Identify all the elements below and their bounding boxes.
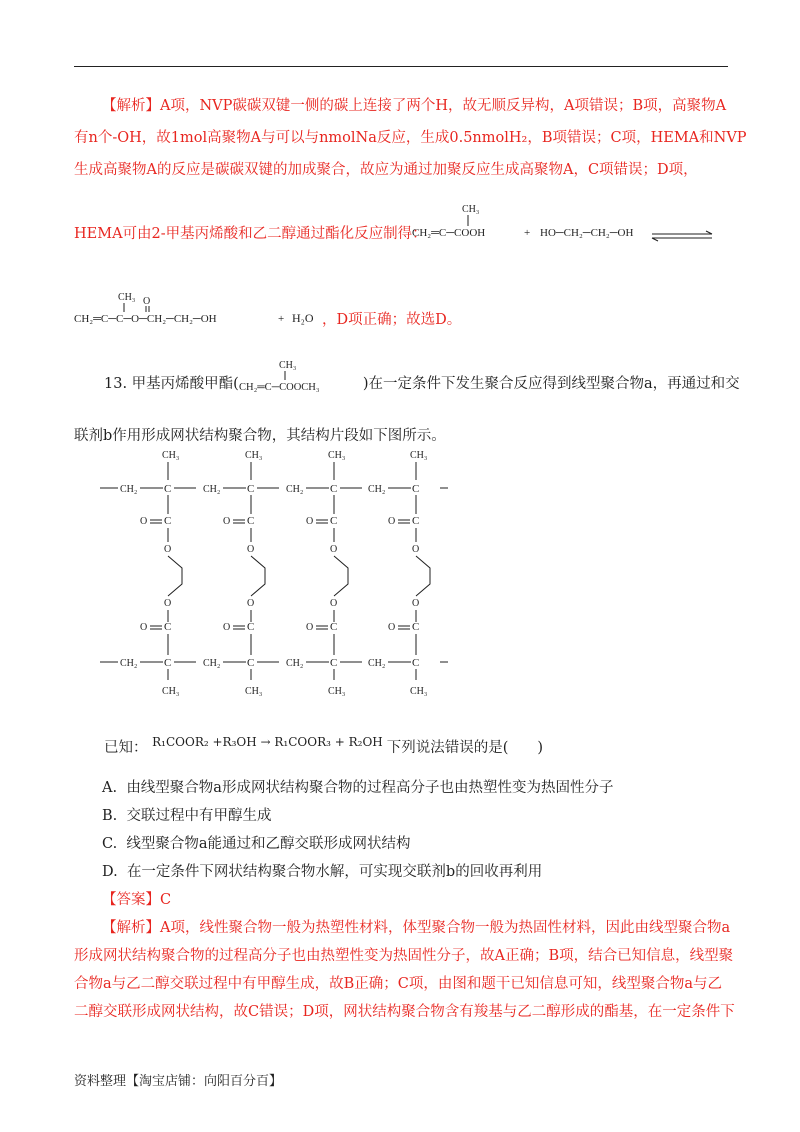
option-d[interactable]: D. 在一定条件下网状结构聚合物水解，可实现交联剂b的回收再利用 bbox=[102, 864, 543, 880]
question-line2: 联剂b作用形成网状结构聚合物，其结构片段如下图所示。 bbox=[74, 428, 446, 444]
ch2-label: CH₂ bbox=[286, 484, 304, 495]
carbon-label: C bbox=[330, 657, 338, 669]
prev-analysis-line4: HEMA可由2-甲基丙烯酸和乙二醇通过酯化反应制得： bbox=[74, 226, 427, 242]
oxygen-label: O bbox=[140, 622, 148, 633]
methyl-label: CH₃ bbox=[245, 450, 263, 461]
product-svg bbox=[74, 288, 324, 332]
analysis-line1: 【解析】A项，线性聚合物一般为热塑性材料，体型聚合物一般为热固性材料，因此由线型聚合物a bbox=[102, 920, 731, 936]
oxygen-label: O bbox=[247, 598, 255, 609]
svg-text:CH₃: CH₃ bbox=[278, 360, 297, 371]
carbon-label: C bbox=[247, 621, 255, 633]
prev-analysis-line2: 有n个-OH，故1mol高聚物A与可以与nmolNa反应，生成0.5nmolH₂，B项错误；C项，HEMA和NVP bbox=[74, 130, 747, 146]
ch2-label: CH₂ bbox=[120, 484, 138, 495]
ethylene-bridge bbox=[334, 556, 348, 596]
option-c[interactable]: C. 线型聚合物a能通过和乙醇交联形成网状结构 bbox=[102, 836, 411, 852]
inline-formula bbox=[238, 360, 363, 394]
plus-sign: + bbox=[524, 227, 531, 239]
methyl-label: CH₃ bbox=[162, 450, 180, 461]
reaction-equation-reactants bbox=[412, 200, 722, 252]
oxygen-label: O bbox=[143, 296, 151, 307]
ch2-label: CH₂ bbox=[203, 484, 221, 495]
carbon-label: C bbox=[330, 621, 338, 633]
header-rule bbox=[74, 66, 728, 67]
hema-formula: CH₂═C─C─O─CH₂─CH₂─OH bbox=[74, 313, 217, 325]
oxygen-label: O bbox=[388, 622, 396, 633]
methyl-label: CH₃ bbox=[462, 204, 480, 215]
prev-analysis-line5: ，D项正确；故选D。 bbox=[322, 312, 462, 328]
ch2-label: CH₂ bbox=[368, 658, 386, 669]
reaction-svg bbox=[412, 200, 722, 248]
structure-svg bbox=[96, 444, 456, 704]
reaction-equation-products bbox=[74, 288, 324, 336]
analysis-line2: 形成网状结构聚合物的过程高分子也由热塑性变为热固性分子，故A正确；B项，结合已知信息，线型聚 bbox=[74, 948, 734, 964]
carbon-label: C bbox=[247, 657, 255, 669]
svg-text:CH₂═C─COOCH₃: CH₂═C─COOCH₃ bbox=[238, 382, 320, 393]
carbon-label: C bbox=[412, 515, 420, 527]
methyl-label: CH₃ bbox=[410, 450, 428, 461]
answer-line: 【答案】C bbox=[102, 892, 172, 908]
analysis-tag: 【解析】 bbox=[102, 98, 160, 114]
network-structure-diagram bbox=[96, 444, 456, 708]
oxygen-label: O bbox=[247, 544, 255, 555]
carbon-label: C bbox=[330, 483, 338, 495]
prev-analysis-line1: 【解析】A项，NVP碳碳双键一侧的碳上连接了两个H，故无顺反异构，A项错误；B项，高聚物A bbox=[102, 98, 727, 114]
question-number: 13. bbox=[104, 376, 128, 392]
acid-formula: CH₂═C─COOH bbox=[412, 227, 486, 239]
methyl-label: CH₃ bbox=[328, 450, 346, 461]
oxygen-label: O bbox=[306, 622, 314, 633]
methyl-label: CH₃ bbox=[410, 686, 428, 697]
methyl-label: CH₃ bbox=[328, 686, 346, 697]
carbon-label: C bbox=[247, 483, 255, 495]
carbon-label: C bbox=[164, 657, 172, 669]
question-line1: 13. 甲基丙烯酸甲酯( CH₃ CH₂═C─COOCH₃ )在一定条件下发生聚合反应得到线型聚合物a，再通过和交 bbox=[104, 360, 740, 393]
methyl-label: CH₃ bbox=[118, 292, 136, 303]
option-b[interactable]: B. 交联过程中有甲醇生成 bbox=[102, 808, 272, 824]
carbon-label: C bbox=[412, 657, 420, 669]
oxygen-label: O bbox=[140, 516, 148, 527]
carbon-label: C bbox=[412, 483, 420, 495]
carbon-label: C bbox=[247, 515, 255, 527]
methyl-label: CH₃ bbox=[162, 686, 180, 697]
carbon-label: C bbox=[164, 621, 172, 633]
oxygen-label: O bbox=[164, 544, 172, 555]
carbon-label: C bbox=[164, 483, 172, 495]
oxygen-label: O bbox=[330, 544, 338, 555]
option-a[interactable]: A. 由线型聚合物a形成网状结构聚合物的过程高分子也由热塑性变为热固性分子 bbox=[102, 780, 614, 796]
plus-sign: + bbox=[278, 313, 285, 325]
oxygen-label: O bbox=[330, 598, 338, 609]
analysis-line3: 合物a与乙二醇交联过程中有甲醇生成，故B正确；C项，由图和题干已知信息可知，线型聚合物a与乙 bbox=[74, 976, 723, 992]
oxygen-label: O bbox=[164, 598, 172, 609]
prev-analysis-line3: 生成高聚物A的反应是碳碳双键的加成聚合，故应为通过加聚反应生成高聚物A，C项错误；D项， bbox=[74, 162, 698, 178]
footer-source: 资料整理【淘宝店铺：向阳百分百】 bbox=[74, 1074, 283, 1089]
known-line: 已知： R₁COOR₂ +R₃OH → R₁COOR₃ + R₂OH 下列说法错误的是( ) bbox=[104, 735, 544, 756]
water-formula: H₂O bbox=[292, 311, 314, 325]
ethylene-bridge bbox=[251, 556, 265, 596]
ethylene-bridge bbox=[416, 556, 430, 596]
methyl-label: CH₃ bbox=[245, 686, 263, 697]
ch2-label: CH₂ bbox=[286, 658, 304, 669]
oxygen-label: O bbox=[388, 516, 396, 527]
oxygen-label: O bbox=[223, 622, 231, 633]
carbon-label: C bbox=[164, 515, 172, 527]
analysis-line4: 二醇交联形成网状结构，故C错误；D项，网状结构聚合物含有羧基与乙二醇形成的酯基，在一定条件下 bbox=[74, 1004, 735, 1020]
ch2-label: CH₂ bbox=[368, 484, 386, 495]
oxygen-label: O bbox=[223, 516, 231, 527]
ch2-label: CH₂ bbox=[120, 658, 138, 669]
glycol-formula: HO─CH₂─CH₂─OH bbox=[540, 227, 634, 239]
question-ask: 下列说法错误的是( ) bbox=[386, 740, 544, 756]
oxygen-label: O bbox=[412, 598, 420, 609]
ch2-label: CH₂ bbox=[203, 658, 221, 669]
carbon-label: C bbox=[330, 515, 338, 527]
oxygen-label: O bbox=[412, 544, 420, 555]
oxygen-label: O bbox=[306, 516, 314, 527]
answer-value: C bbox=[160, 892, 172, 908]
ethylene-bridge bbox=[168, 556, 182, 596]
carbon-label: C bbox=[412, 621, 420, 633]
known-equation: R₁COOR₂ +R₃OH → R₁COOR₃ + R₂OH bbox=[152, 735, 383, 749]
